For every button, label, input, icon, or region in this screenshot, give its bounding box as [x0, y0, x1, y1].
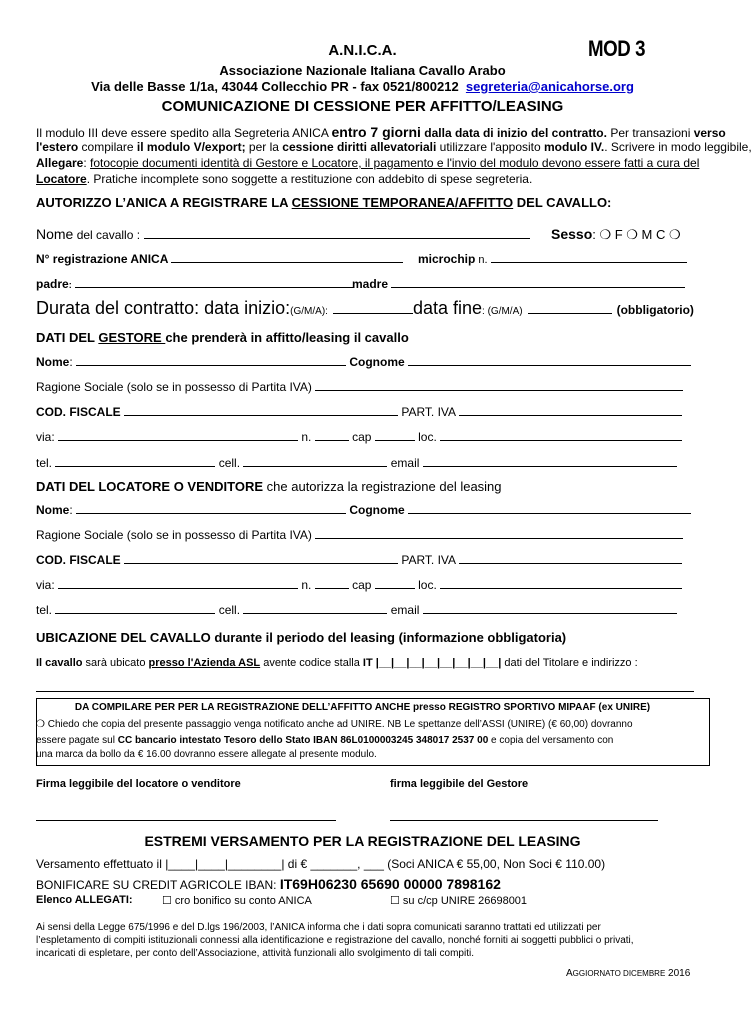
cap-label: cap — [352, 578, 372, 592]
ubicazione-text: dati del Titolare e indirizzo : — [501, 657, 638, 669]
unire-box-heading: DA COMPILARE PER PER LA REGISTRAZIONE DELL’AFFITTO ANCHE presso REGISTRO SPORTIVO MIPAAF (ex UNIRE) — [74, 702, 651, 713]
loc-label: loc. — [418, 578, 437, 592]
sex-label: Sesso — [551, 226, 593, 242]
horse-name-label: del cavallo — [73, 228, 134, 242]
unire-box-line-2 — [36, 735, 613, 746]
form-code: MOD 3 — [588, 36, 646, 61]
email-label: email — [390, 456, 420, 470]
authorize-heading — [36, 195, 611, 210]
allegati-label: Elenco ALLEGATI — [36, 894, 129, 906]
ubicazione-text: presso l'Azienda ASL — [148, 657, 261, 669]
gestore-tel-field[interactable] — [55, 465, 215, 467]
unire-text: essere pagate sul — [36, 735, 118, 746]
date-format: (G/M/A): — [290, 306, 328, 317]
allegati-colon: : — [128, 894, 133, 906]
microchip-row — [418, 252, 687, 266]
versamento-heading: ESTREMI VERSAMENTO PER LA REGISTRAZIONE DEL LEASING — [144, 833, 581, 849]
locatore-tel-field[interactable] — [55, 612, 215, 614]
horse-name-label: Nome — [36, 226, 74, 242]
ragione-label: Ragione Sociale (solo se in possesso di Partita IVA) — [36, 528, 312, 542]
locatore-cf-row — [36, 553, 682, 567]
piva-label: PART. IVA — [401, 553, 456, 567]
cognome-label: Cognome — [349, 503, 405, 517]
intro-line-3 — [36, 156, 699, 170]
ubicazione-row — [36, 657, 638, 669]
tel-label: tel. — [36, 456, 53, 470]
locatore-ragione-row — [36, 528, 683, 542]
contract-duration-label: Durata del contratto — [36, 298, 195, 318]
intro-line-1 — [36, 124, 726, 140]
registration-field[interactable] — [171, 261, 403, 263]
locatore-via-field[interactable] — [58, 587, 298, 589]
microchip-field[interactable] — [491, 261, 687, 263]
unire-text: e copia del versamento con — [488, 735, 614, 746]
locatore-cognome-field[interactable] — [408, 512, 691, 514]
gestore-via-field[interactable] — [58, 439, 298, 441]
gestore-ragione-field[interactable] — [315, 389, 683, 391]
privacy-line-3: incaricati di espletare, per conto dell’Associazione, attività funzionali allo svolgimento di tali compiti. — [36, 948, 474, 959]
org-name: Associazione Nazionale Italiana Cavallo Arabo — [219, 63, 506, 78]
intro-text: utilizzare l'apposito — [436, 140, 545, 154]
email-label: email — [390, 603, 420, 617]
locatore-signature-label: Firma leggibile del locatore o venditore — [36, 778, 241, 790]
versamento-row[interactable]: Versamento effettuato il |____|____|________| di € _______, ___ (Soci ANICA € 55,00, Non Soci € 110.00) — [36, 857, 606, 871]
updated-note — [566, 968, 690, 979]
locatore-cf-field[interactable] — [124, 562, 398, 564]
registration-label: N° registrazione ANICA — [36, 252, 168, 266]
microchip-label: microchip — [418, 252, 476, 266]
email-link[interactable]: segreteria@anicahorse.org — [465, 79, 634, 94]
gestore-signature-label: firma leggibile del Gestore — [390, 778, 529, 790]
unire-iban: CC bancario intestato Tesoro dello Stato IBAN 86L0100003245 348017 2537 00 — [117, 735, 489, 746]
gestore-ragione-row — [36, 380, 683, 394]
microchip-n: n. — [475, 254, 488, 266]
date-format: : (G/M/A) — [482, 306, 523, 317]
start-date-label: : data inizio: — [194, 298, 291, 318]
madre-label: madre — [352, 277, 389, 291]
authorize-text: AUTORIZZO L’ANICA A REGISTRARE LA — [36, 195, 292, 210]
locatore-signature-field[interactable] — [36, 820, 336, 821]
stalla-code-field[interactable]: IT |__|__|__|__|__|__|__|__| — [362, 657, 502, 669]
intro-text: per la — [245, 140, 283, 154]
gestore-n-field[interactable] — [315, 439, 349, 441]
locatore-ragione-field[interactable] — [315, 537, 683, 539]
intro-text: Il modulo III deve essere spedito alla Segreteria ANICA — [36, 126, 332, 140]
intro-text: dalla data di inizio del contratto. — [420, 126, 607, 140]
cell-label: cell. — [218, 603, 241, 617]
horse-sex-row — [551, 226, 681, 243]
intro-text: Allegare — [36, 156, 84, 170]
padre-label: padre — [36, 277, 69, 291]
contract-row — [36, 298, 694, 319]
intro-text: . Scrivere in modo leggibile, — [604, 140, 752, 154]
intro-text: fotocopie documenti identità di Gestore e Locatore, il pagamento e l'invio del modulo devono essere fatti a cura del — [90, 156, 700, 170]
gestore-piva-field[interactable] — [459, 414, 682, 416]
locatore-heading-text: DATI DEL LOCATORE O VENDITORE — [36, 479, 264, 494]
cf-label: COD. FISCALE — [36, 405, 121, 419]
locatore-piva-field[interactable] — [459, 562, 682, 564]
cf-label: COD. FISCALE — [36, 553, 121, 567]
titolare-field[interactable] — [36, 691, 694, 692]
intro-text: cessione diritti allevatoriali — [282, 140, 437, 154]
ragione-label: Ragione Sociale (solo se in possesso di Partita IVA) — [36, 380, 312, 394]
intro-text: verso — [693, 126, 726, 140]
intro-text: Locatore — [36, 172, 87, 186]
locatore-n-field[interactable] — [315, 587, 349, 589]
intro-text: . Pratiche incomplete sono soggette a restituzione con addebito di spese segreteria. — [86, 172, 533, 186]
intro-text: modulo IV. — [544, 140, 605, 154]
unire-box-line-3: una marca da bollo da € 16.00 dovranno essere allegate al presente modulo. — [36, 749, 377, 760]
horse-name-row: Nome del cavallo : — [36, 226, 530, 242]
intro-text: il modulo V/export; — [136, 140, 246, 154]
gestore-address-row — [36, 430, 682, 444]
nome-label: Nome — [36, 503, 70, 517]
org-address — [0, 79, 725, 94]
intro-line-4 — [36, 172, 532, 186]
iban-label: BONIFICARE SU CREDIT AGRICOLE IBAN: — [36, 878, 280, 892]
authorize-text: CESSIONE TEMPORANEA/AFFITTO — [291, 195, 514, 210]
gestore-cell-field[interactable] — [243, 465, 387, 467]
tel-label: tel. — [36, 603, 53, 617]
padre-row: padre: — [36, 277, 354, 291]
ubicazione-text: avente codice stalla — [260, 657, 363, 669]
intro-text: l'estero — [36, 140, 79, 154]
intro-line-2 — [36, 140, 752, 154]
locatore-email-field[interactable] — [423, 612, 677, 614]
gestore-signature-field[interactable] — [390, 820, 658, 821]
intro-text: Per transazioni — [606, 126, 694, 140]
n-label: n. — [301, 578, 312, 592]
gestore-nome-field[interactable] — [76, 364, 346, 366]
address-text: Via delle Basse 1/1a, 43044 Collecchio PR - fax 0521/800212 — [91, 79, 459, 94]
ubicazione-text: Il cavallo — [36, 657, 83, 669]
start-date-field[interactable] — [333, 312, 413, 314]
gestore-email-field[interactable] — [423, 465, 677, 467]
mandatory-note: (obbligatorio) — [616, 303, 694, 317]
padre-field[interactable] — [75, 286, 354, 288]
iban-value: IT69H06230 65690 00000 7898162 — [279, 876, 501, 892]
page-title: COMUNICAZIONE DI CESSIONE PER AFFITTO/LEASING — [161, 98, 564, 115]
sex-options[interactable]: : ❍ F ❍ M C ❍ — [592, 227, 681, 242]
updated-text: A — [566, 968, 573, 979]
intro-text: : — [83, 156, 91, 170]
nome-label: Nome — [36, 355, 70, 369]
gestore-cap-field[interactable] — [375, 439, 415, 441]
loc-label: loc. — [418, 430, 437, 444]
authorize-text: DEL CAVALLO: — [513, 195, 612, 210]
iban-row — [36, 876, 501, 892]
gestore-cognome-field[interactable] — [408, 364, 691, 366]
unire-box-line-1[interactable]: ❍ Chiedo che copia del presente passaggio venga notificato anche ad UNIRE. NB Le spettanze dell’ASSI (UNIRE) (€ 60,00) dovranno — [36, 719, 633, 730]
intro-deadline: entro 7 giorni — [331, 124, 421, 140]
end-date-label: data fine — [412, 298, 483, 318]
locatore-cell-field[interactable] — [243, 612, 387, 614]
locatore-heading — [36, 479, 502, 494]
madre-field[interactable] — [391, 286, 685, 288]
gestore-cf-field[interactable] — [124, 414, 398, 416]
madre-row — [352, 277, 685, 291]
locatore-nome-field[interactable] — [76, 512, 346, 514]
intro-text: compilare — [78, 140, 137, 154]
gestore-cf-row — [36, 405, 682, 419]
allegati-option-unire[interactable]: ☐ su c/cp UNIRE 26698001 — [390, 895, 528, 907]
updated-year: 2016 — [665, 968, 691, 979]
via-label: via: — [36, 578, 55, 592]
cell-label: cell. — [218, 456, 241, 470]
gestore-heading — [36, 330, 409, 345]
registration-row — [36, 252, 403, 266]
cognome-label: Cognome — [349, 355, 405, 369]
gestore-loc-field[interactable] — [440, 439, 682, 441]
allegati-row — [36, 894, 133, 906]
ubicazione-text: sarà ubicato — [82, 657, 149, 669]
locatore-address-row — [36, 578, 682, 592]
locatore-contact-row — [36, 603, 677, 617]
org-abbreviation: A.N.I.C.A. — [328, 42, 397, 59]
locatore-name-row: Nome: Cognome — [36, 503, 691, 517]
gestore-name-row: Nome: Cognome — [36, 355, 691, 369]
ubicazione-heading: UBICAZIONE DEL CAVALLO durante il periodo del leasing (informazione obbligatoria) — [36, 630, 567, 645]
cap-label: cap — [352, 430, 372, 444]
locatore-heading-text: che autorizza la registrazione del leasing — [263, 479, 502, 494]
gestore-heading-text: che prenderà in affitto/leasing il cavallo — [165, 330, 409, 345]
via-label: via: — [36, 430, 55, 444]
horse-name-field[interactable] — [144, 237, 530, 239]
updated-text: GGIORNATO DICEMBRE — [572, 969, 666, 978]
gestore-heading-text: DATI DEL — [36, 330, 99, 345]
piva-label: PART. IVA — [401, 405, 456, 419]
gestore-heading-text: GESTORE — [98, 330, 166, 345]
locatore-loc-field[interactable] — [440, 587, 682, 589]
allegati-option-cro[interactable]: ☐ cro bonifico su conto ANICA — [162, 895, 312, 907]
gestore-contact-row — [36, 456, 677, 470]
locatore-cap-field[interactable] — [375, 587, 415, 589]
privacy-line-1: Ai sensi della Legge 675/1996 e del D.lgs 196/2003, l’ANICA informa che i dati sopra comunicati saranno trattati ed utilizzati per — [36, 922, 601, 933]
privacy-line-2: l’espletamento di compiti istituzionali connessi alla identificazione e registrazione del cavallo, nonché forniti ai soggetti pubblici o privati, — [36, 935, 634, 946]
end-date-field[interactable] — [528, 312, 612, 314]
n-label: n. — [301, 430, 312, 444]
